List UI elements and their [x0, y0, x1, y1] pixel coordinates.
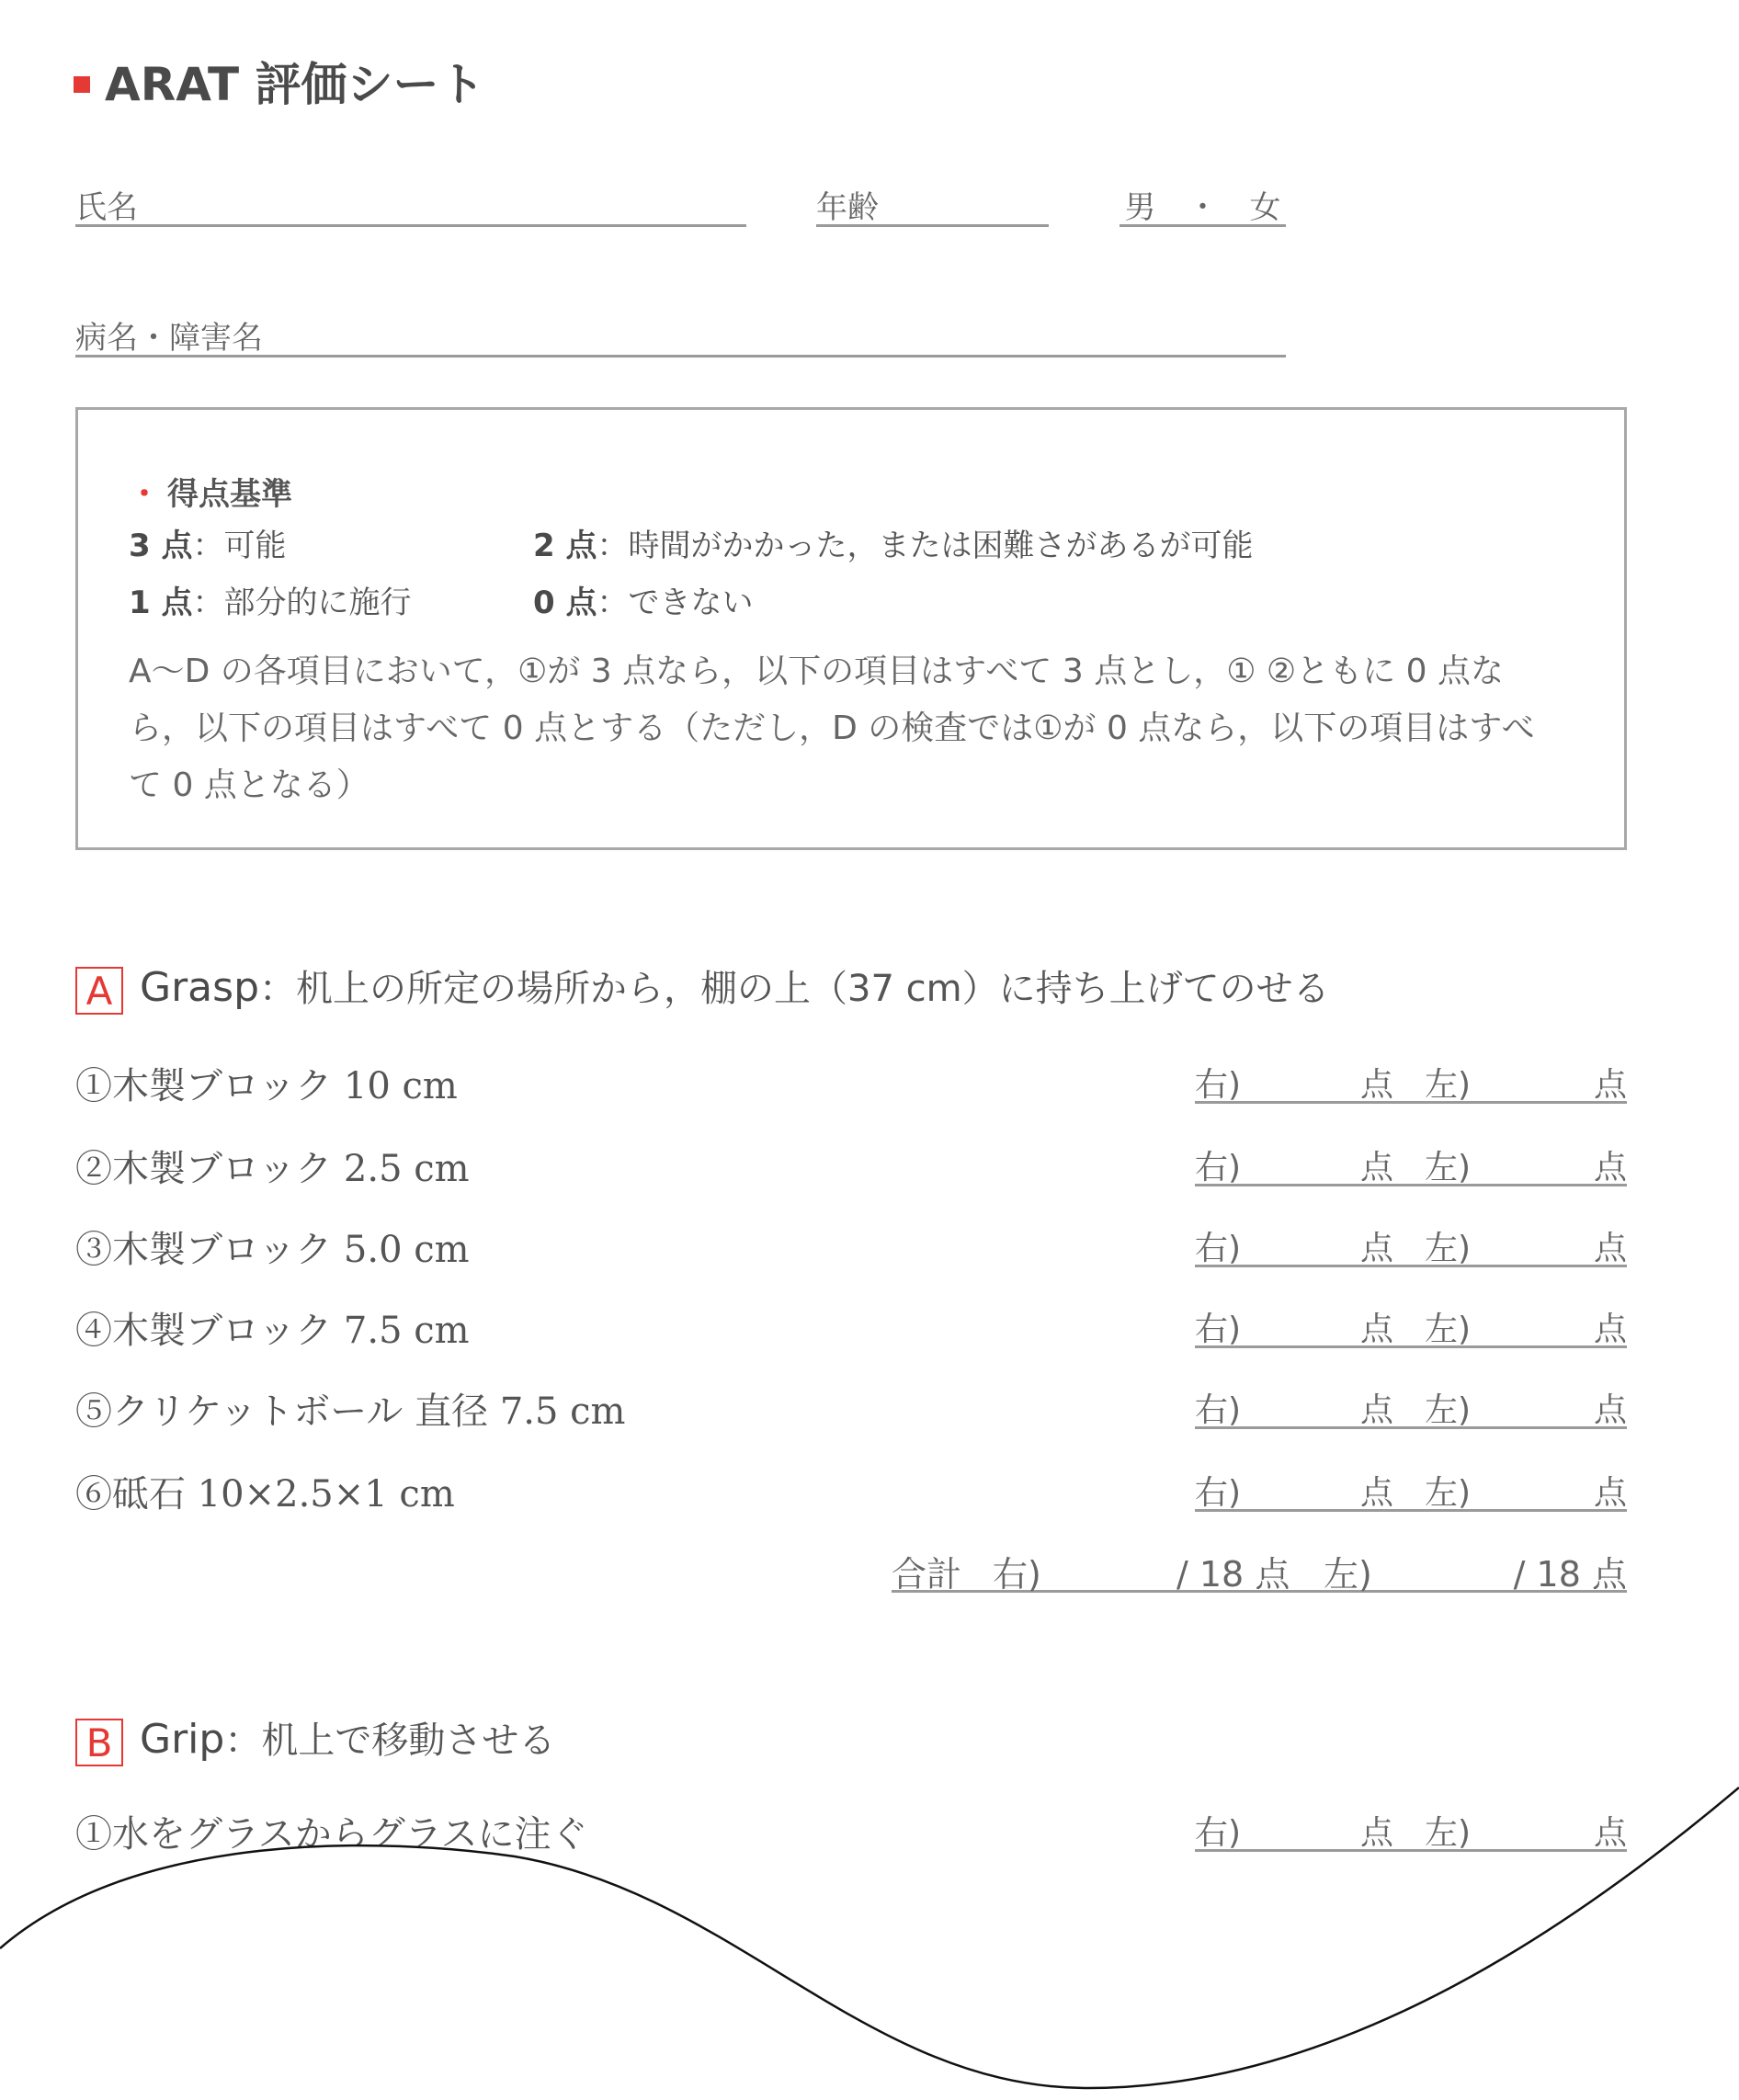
right-unit: 点: [1360, 1391, 1394, 1429]
criteria-desc: ：できない: [597, 585, 754, 621]
right-unit: 点: [1360, 1066, 1394, 1104]
test-item-label: ⑥砥石 10×2.5×1 cm: [75, 1473, 455, 1515]
total-label: 合計: [892, 1554, 962, 1595]
left-label: 左): [1425, 1311, 1472, 1348]
note-line: ら，以下の項目はすべて 0 点とする（ただし，D の検査では①が 0 点なら，以下の項目はすべ: [129, 709, 1535, 747]
right-label: 右): [1195, 1311, 1242, 1348]
left-unit: 点: [1593, 1066, 1627, 1104]
left-unit: 点: [1593, 1230, 1627, 1267]
left-unit: 点: [1593, 1814, 1627, 1852]
test-item-label: ⑤クリケットボール 直径 7.5 cm: [75, 1391, 626, 1433]
test-item-label: ④木製ブロック 7.5 cm: [75, 1310, 470, 1352]
section-b-name: Grip: [140, 1716, 225, 1763]
right-unit: 点: [1360, 1149, 1394, 1186]
right-unit: 点: [1360, 1311, 1394, 1348]
section-a-letter: A: [75, 967, 123, 1015]
section-b-letter: B: [75, 1719, 123, 1766]
right-unit: 点: [1360, 1814, 1394, 1852]
title-text: ARAT 評価シート: [105, 58, 485, 111]
diagnosis-label: 病名・障害名: [75, 320, 263, 357]
left-unit: 点: [1593, 1149, 1627, 1186]
criteria-desc: ：可能: [192, 528, 287, 564]
left-unit: 点: [1593, 1474, 1627, 1512]
name-label: 氏名: [75, 189, 138, 226]
right-unit: 点: [1360, 1474, 1394, 1512]
bullet-icon: ・: [129, 476, 160, 513]
right-label: 右): [1195, 1149, 1242, 1186]
criteria-heading-text: 得点基準: [167, 476, 292, 513]
total-right-label: 右): [993, 1554, 1041, 1595]
note-line: て 0 点となる）: [129, 766, 369, 804]
left-unit: 点: [1593, 1311, 1627, 1348]
test-item-label: ③木製ブロック 5.0 cm: [75, 1229, 470, 1271]
left-unit: 点: [1593, 1391, 1627, 1429]
right-unit: 点: [1360, 1230, 1394, 1267]
total-right-max: / 18 点: [1176, 1554, 1290, 1595]
total-left-max: / 18 点: [1513, 1554, 1627, 1595]
right-label: 右): [1195, 1814, 1242, 1852]
criteria-score: 2 点: [533, 528, 597, 564]
section-a-name: Grasp: [140, 964, 260, 1011]
criteria-score: 1 点: [129, 585, 193, 621]
total-left-label: 左): [1324, 1554, 1372, 1595]
left-label: 左): [1425, 1066, 1472, 1104]
left-label: 左): [1425, 1391, 1472, 1429]
note-line: A〜D の各項目において，①が 3 点なら，以下の項目はすべて 3 点とし，① ②ともに 0 点な: [129, 653, 1504, 690]
right-label: 右): [1195, 1066, 1242, 1104]
right-label: 右): [1195, 1474, 1242, 1512]
right-label: 右): [1195, 1230, 1242, 1267]
criteria-desc: ：部分的に施行: [192, 585, 412, 621]
test-item-label: ②木製ブロック 2.5 cm: [75, 1148, 470, 1190]
criteria-score: 3 点: [129, 528, 193, 564]
left-label: 左): [1425, 1474, 1472, 1512]
sex-options: 男 ・ 女: [1124, 189, 1281, 226]
criteria-desc: ：時間がかかった，または困難さがあるが可能: [597, 528, 1254, 564]
age-label: 年齢: [816, 189, 879, 226]
section-b-desc: ：机上で移動させる: [224, 1720, 556, 1762]
test-item-label: ①木製ブロック 10 cm: [75, 1065, 458, 1107]
left-label: 左): [1425, 1230, 1472, 1267]
criteria-score: 0 点: [533, 585, 597, 621]
test-item-label: ①水をグラスからグラスに注ぐ: [75, 1813, 588, 1856]
left-label: 左): [1425, 1814, 1472, 1852]
left-label: 左): [1425, 1149, 1472, 1186]
section-a-desc: ：机上の所定の場所から，棚の上（37 cm）に持ち上げてのせる: [259, 968, 1330, 1010]
right-label: 右): [1195, 1391, 1242, 1429]
